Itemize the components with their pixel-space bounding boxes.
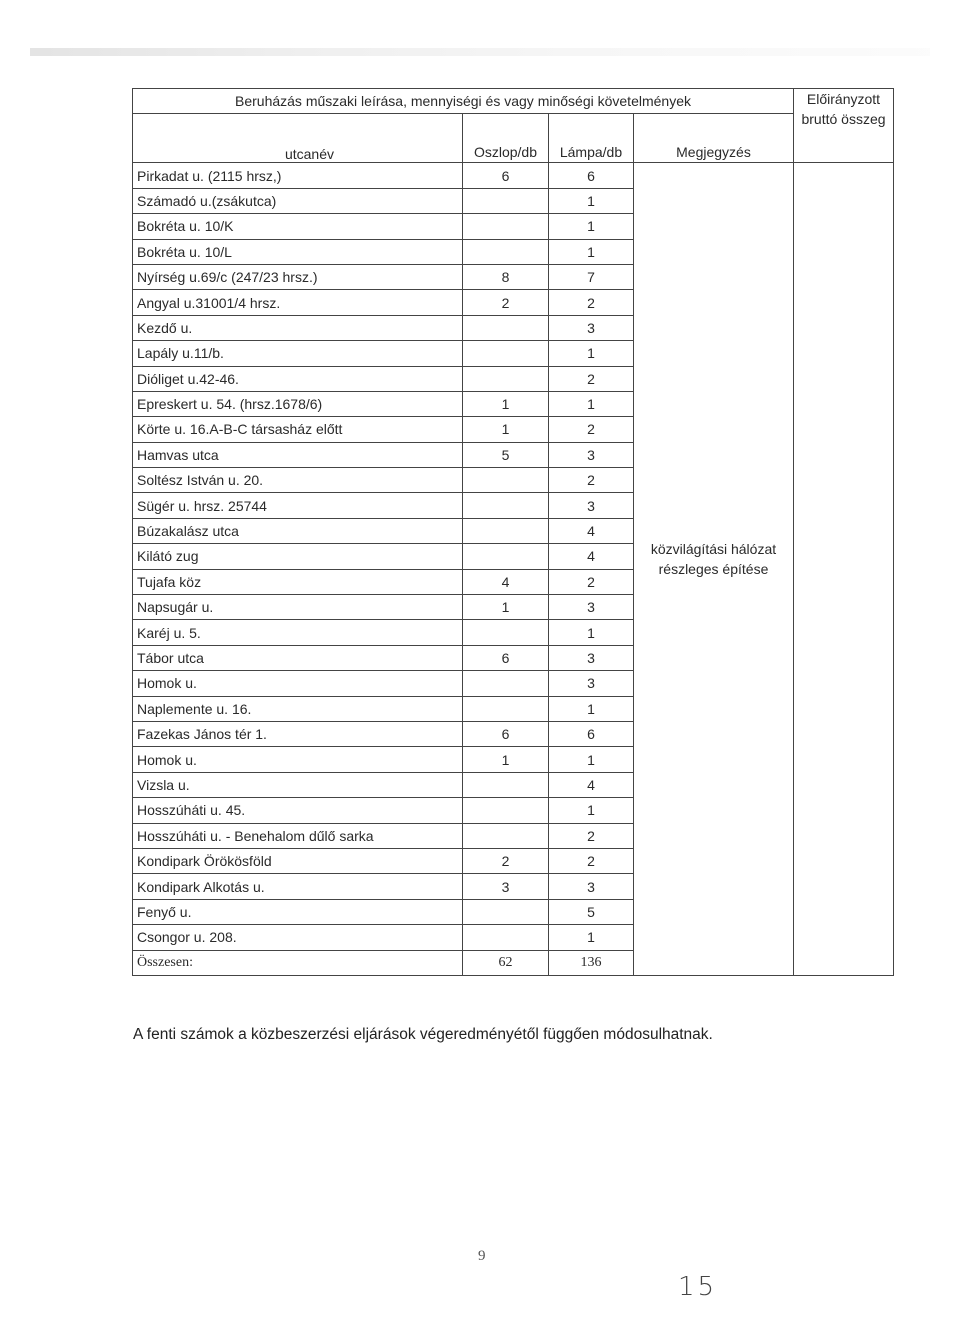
lampa-cell: 1 xyxy=(549,925,634,950)
oszlop-cell: 1 xyxy=(463,595,549,620)
lampa-cell: 6 xyxy=(549,721,634,746)
oszlop-cell: 6 xyxy=(463,721,549,746)
street-name-cell: Kezdő u. xyxy=(133,315,463,340)
lampa-cell: 1 xyxy=(549,214,634,239)
street-name-cell: Körte u. 16.A-B-C társasház előtt xyxy=(133,417,463,442)
lampa-cell: 2 xyxy=(549,468,634,493)
lampa-cell: 1 xyxy=(549,696,634,721)
page-number: 9 xyxy=(478,1248,486,1264)
lampa-cell: 2 xyxy=(549,569,634,594)
lampa-cell: 3 xyxy=(549,442,634,467)
street-name-cell: Számadó u.(zsákutca) xyxy=(133,188,463,213)
oszlop-cell xyxy=(463,341,549,366)
oszlop-cell: 2 xyxy=(463,290,549,315)
street-name-cell: Vizsla u. xyxy=(133,772,463,797)
oszlop-cell: 2 xyxy=(463,848,549,873)
lampa-cell: 5 xyxy=(549,899,634,924)
oszlop-cell xyxy=(463,214,549,239)
total-oszlop: 62 xyxy=(463,950,549,975)
oszlop-cell: 6 xyxy=(463,645,549,670)
table-title: Beruházás műszaki leírása, mennyiségi és vagy minőségi követelmények xyxy=(133,89,794,114)
street-name-cell: Bokréta u. 10/K xyxy=(133,214,463,239)
footnote: A fenti számok a közbeszerzési eljárások végeredményétől függően módosulhatnak. xyxy=(133,1026,713,1043)
col-header-megjegyzes: Megjegyzés xyxy=(634,114,794,163)
street-name-cell: Tábor utca xyxy=(133,645,463,670)
oszlop-cell: 6 xyxy=(463,163,549,188)
lampa-cell: 4 xyxy=(549,544,634,569)
lampa-cell: 3 xyxy=(549,645,634,670)
note-text: közvilágítási hálózat részleges építése xyxy=(650,541,777,578)
note-cell xyxy=(634,163,794,976)
requirements-table xyxy=(132,88,894,976)
street-name-cell: Fenyő u. xyxy=(133,899,463,924)
oszlop-cell xyxy=(463,925,549,950)
oszlop-cell: 1 xyxy=(463,417,549,442)
lampa-cell: 2 xyxy=(549,823,634,848)
oszlop-cell: 1 xyxy=(463,747,549,772)
oszlop-cell xyxy=(463,493,549,518)
street-name-cell: Fazekas János tér 1. xyxy=(133,721,463,746)
oszlop-cell xyxy=(463,899,549,924)
lampa-cell: 2 xyxy=(549,417,634,442)
lampa-cell: 1 xyxy=(549,188,634,213)
lampa-cell: 3 xyxy=(549,671,634,696)
oszlop-cell xyxy=(463,468,549,493)
oszlop-cell xyxy=(463,823,549,848)
street-name-cell: Bokréta u. 10/L xyxy=(133,239,463,264)
oszlop-cell xyxy=(463,239,549,264)
oszlop-cell xyxy=(463,620,549,645)
street-name-cell: Nyírség u.69/c (247/23 hrsz.) xyxy=(133,264,463,289)
street-name-cell: Sügér u. hrsz. 25744 xyxy=(133,493,463,518)
oszlop-cell xyxy=(463,671,549,696)
scan-artifact xyxy=(30,48,930,56)
street-name-cell: Hamvas utca xyxy=(133,442,463,467)
street-name-cell: Tujafa köz xyxy=(133,569,463,594)
lampa-cell: 2 xyxy=(549,290,634,315)
handwritten-page-number: 15 xyxy=(678,1272,718,1302)
oszlop-cell: 1 xyxy=(463,391,549,416)
lampa-cell: 6 xyxy=(549,163,634,188)
street-name-cell: Kondipark Örökösföld xyxy=(133,848,463,873)
street-name-cell: Hosszúháti u. - Benehalom dűlő sarka xyxy=(133,823,463,848)
oszlop-cell: 8 xyxy=(463,264,549,289)
total-label: Összesen: xyxy=(133,950,463,975)
street-name-cell: Soltész István u. 20. xyxy=(133,468,463,493)
lampa-cell: 1 xyxy=(549,747,634,772)
oszlop-cell xyxy=(463,798,549,823)
oszlop-cell xyxy=(463,518,549,543)
lampa-cell: 1 xyxy=(549,341,634,366)
oszlop-cell: 5 xyxy=(463,442,549,467)
street-name-cell: Naplemente u. 16. xyxy=(133,696,463,721)
brutto-header: Előirányzott bruttó összeg xyxy=(794,89,894,163)
lampa-cell: 7 xyxy=(549,264,634,289)
lampa-cell: 3 xyxy=(549,874,634,899)
oszlop-cell xyxy=(463,366,549,391)
lampa-cell: 1 xyxy=(549,620,634,645)
oszlop-cell xyxy=(463,696,549,721)
lampa-cell: 1 xyxy=(549,239,634,264)
street-name-cell: Karéj u. 5. xyxy=(133,620,463,645)
oszlop-cell xyxy=(463,544,549,569)
col-header-oszlop: Oszlop/db xyxy=(463,114,549,163)
street-name-cell: Epreskert u. 54. (hrsz.1678/6) xyxy=(133,391,463,416)
oszlop-cell: 3 xyxy=(463,874,549,899)
street-name-cell: Pirkadat u. (2115 hrsz,) xyxy=(133,163,463,188)
lampa-cell: 4 xyxy=(549,518,634,543)
oszlop-cell xyxy=(463,315,549,340)
col-header-lampa: Lámpa/db xyxy=(549,114,634,163)
table-header-row xyxy=(133,89,894,114)
column-header-row xyxy=(133,114,894,163)
oszlop-cell xyxy=(463,772,549,797)
street-name-cell: Dióliget u.42-46. xyxy=(133,366,463,391)
street-name-cell: Kondipark Alkotás u. xyxy=(133,874,463,899)
lampa-cell: 4 xyxy=(549,772,634,797)
oszlop-cell xyxy=(463,188,549,213)
oszlop-cell: 4 xyxy=(463,569,549,594)
lampa-cell: 2 xyxy=(549,366,634,391)
street-name-cell: Homok u. xyxy=(133,747,463,772)
lampa-cell: 3 xyxy=(549,595,634,620)
street-name-cell: Csongor u. 208. xyxy=(133,925,463,950)
street-name-cell: Angyal u.31001/4 hrsz. xyxy=(133,290,463,315)
street-name-cell: Homok u. xyxy=(133,671,463,696)
lampa-cell: 3 xyxy=(549,315,634,340)
lampa-cell: 3 xyxy=(549,493,634,518)
street-name-cell: Búzakalász utca xyxy=(133,518,463,543)
brutto-cell xyxy=(794,163,894,976)
street-name-cell: Napsugár u. xyxy=(133,595,463,620)
street-name-cell: Lapály u.11/b. xyxy=(133,341,463,366)
col-header-utcanev: utcanév xyxy=(133,114,463,163)
total-lampa: 136 xyxy=(549,950,634,975)
lampa-cell: 1 xyxy=(549,798,634,823)
lampa-cell: 2 xyxy=(549,848,634,873)
street-name-cell: Hosszúháti u. 45. xyxy=(133,798,463,823)
lampa-cell: 1 xyxy=(549,391,634,416)
table-row xyxy=(133,163,894,188)
street-name-cell: Kilátó zug xyxy=(133,544,463,569)
